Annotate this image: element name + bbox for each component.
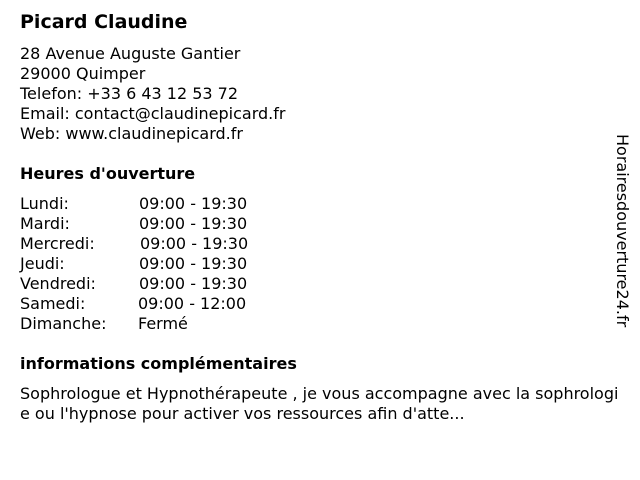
day-label: Dimanche: bbox=[20, 314, 107, 333]
time-value: 09:00 - 12:00 bbox=[138, 294, 247, 313]
day-label: Vendredi: bbox=[20, 274, 96, 293]
day-label: Lundi: bbox=[20, 194, 69, 213]
hours-row-friday bbox=[20, 274, 320, 294]
email-line: Email: contact@claudinepicard.fr bbox=[20, 104, 286, 123]
address-street: 28 Avenue Auguste Gantier bbox=[20, 44, 241, 63]
additional-info-heading: informations complémentaires bbox=[20, 354, 297, 373]
day-label: Mercredi: bbox=[20, 234, 95, 253]
day-label: Mardi: bbox=[20, 214, 70, 233]
hours-row-saturday bbox=[20, 294, 320, 314]
hours-row-thursday bbox=[20, 254, 320, 274]
day-label: Jeudi: bbox=[20, 254, 65, 273]
hours-row-tuesday bbox=[20, 214, 320, 234]
hours-row-monday bbox=[20, 194, 320, 214]
additional-info-text: Sophrologue et Hypnothérapeute , je vous accompagne avec la sophrologie ou l'hypnose pour activer vos ressources afin d'atte... bbox=[20, 384, 619, 423]
opening-hours-table bbox=[20, 194, 320, 334]
day-label: Samedi: bbox=[20, 294, 86, 313]
business-name: Picard Claudine bbox=[20, 11, 188, 33]
time-value: 09:00 - 19:30 bbox=[139, 274, 248, 293]
site-watermark: Horairesdouverture24.fr bbox=[613, 134, 632, 328]
time-value: Fermé bbox=[138, 314, 188, 333]
time-value: 09:00 - 19:30 bbox=[139, 214, 248, 233]
hours-row-sunday bbox=[20, 314, 320, 334]
contact-block bbox=[20, 44, 285, 144]
opening-hours-heading: Heures d'ouverture bbox=[20, 164, 196, 183]
phone-line: Telefon: +33 6 43 12 53 72 bbox=[20, 84, 239, 103]
web-line: Web: www.claudinepicard.fr bbox=[20, 124, 243, 143]
hours-row-wednesday bbox=[20, 234, 320, 254]
address-city: 29000 Quimper bbox=[20, 64, 146, 83]
time-value: 09:00 - 19:30 bbox=[140, 234, 249, 253]
time-value: 09:00 - 19:30 bbox=[139, 194, 248, 213]
time-value: 09:00 - 19:30 bbox=[139, 254, 248, 273]
